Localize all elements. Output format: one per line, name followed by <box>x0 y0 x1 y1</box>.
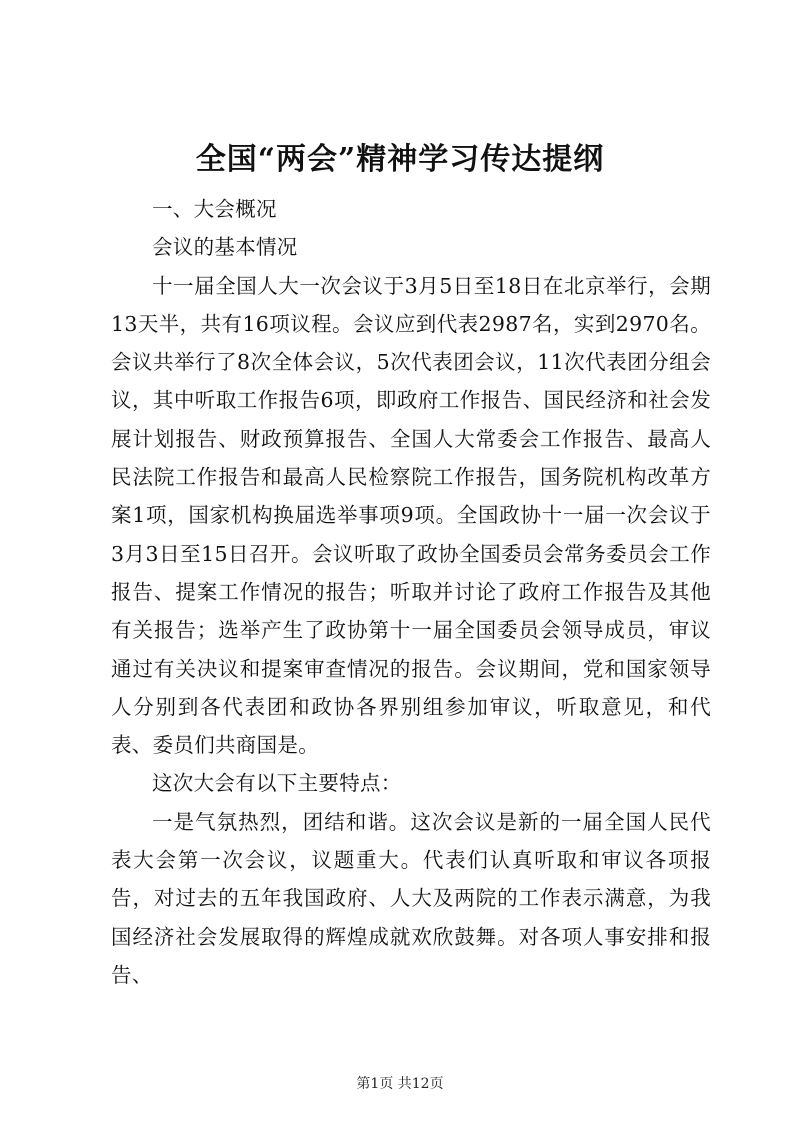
document-body <box>111 190 711 994</box>
body-paragraph: 十一届全国人大一次会议于3月5日至18日在北京举行，会期13天半，共有16项议程。会议应到代表2987名，实到2970名。会议共举行了8次全体会议，5次代表团会议，11次代表团分组会议，其中听取工作报告6项，即政府工作报告、国民经济和社会发展计划报告、财政预算报告、全国人大常委会工作报告、最高人民法院工作报告和最高人民检察院工作报告，国务院机构改革方案1项，国家机构换届选举事项9项。全国政协十一届一次会议于3月3日至15日召开。会议听取了政协全国委员会常务委员会工作报告、提案工作情况的报告；听取并讨论了政府工作报告及其他有关报告；选举产生了政协第十一届全国委员会领导成员，审议通过有关决议和提案审查情况的报告。会议期间，党和国家领导人分别到各代表团和政协各界别组参加审议，听取意见，和代表、委员们共商国是。 <box>111 273 711 758</box>
body-paragraph: 一是气氛热烈，团结和谐。这次会议是新的一届全国人民代表大会第一次会议，议题重大。代表们认真听取和审议各项报告，对过去的五年我国政府、人大及两院的工作表示满意，为我国经济社会发展取得的辉煌成就欢欣鼓舞。对各项人事安排和报告、 <box>111 809 711 987</box>
page-number-footer: 第1页 共12页 <box>356 1076 444 1092</box>
subsection-heading: 会议的基本情况 <box>152 235 298 260</box>
document-title: 全国“两会”精神学习传达提纲 <box>195 142 605 177</box>
body-paragraph: 这次大会有以下主要特点： <box>152 771 402 796</box>
section-heading: 一、大会概况 <box>152 197 277 221</box>
